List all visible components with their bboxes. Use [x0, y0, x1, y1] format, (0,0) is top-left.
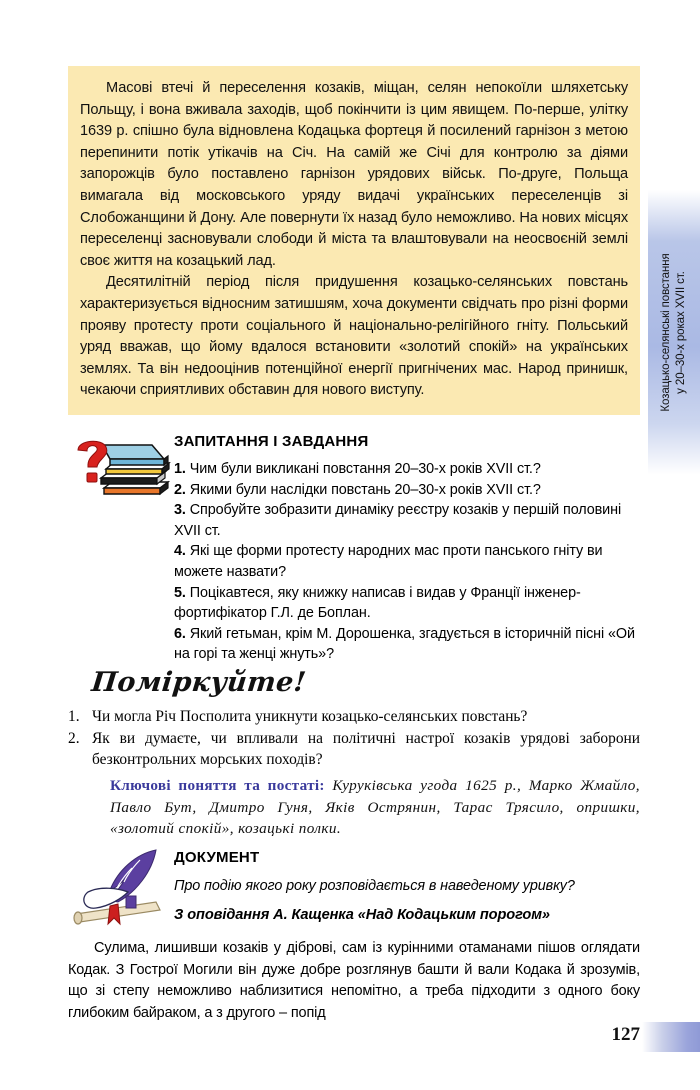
chapter-side-tab-text-wrap: [659, 253, 689, 411]
intro-text-box: [68, 66, 640, 415]
page-number: 127: [611, 1024, 640, 1045]
key-concepts-label: Ключові поняття та постаті:: [110, 777, 325, 794]
chapter-side-tab-inner: [648, 190, 700, 475]
question-item: [174, 500, 640, 541]
document-question: Про подію якого року розповідається в наведеному уривку?: [174, 878, 575, 894]
question-number: 2.: [174, 481, 186, 498]
intro-paragraph-1: Масові втечі й переселення козаків, міщан, селян непокоїли шляхетську Польщу, і вона вживала заходів, щоб покінчити із цим явищем. По-перше, улітку 1639 р. спішно була відновлена Кодацька фортеця й посилений гарнізон з метою перепинити потік утікачів на Січ. На самій же Січі для контролю за діями запорожців було поставлено гарнізон урядових військ. По-друге, Польща вимагала від московського уряду видачі українських переселенців зі Слобожанщини й Дону. Але повернути їх назад було неможливо. На нових місцях переселенці засновували слободи й міста та влаштовували на неосвоєній землі своє життя на козацький лад.: [80, 80, 628, 269]
document-body-text: Сулима, лишивши козаків у діброві, сам із курінними отаманами пішов оглядати Кодак. З Гострої Могили він дуже добре розглянув башти й вали Кодака й зрозумів, що зі степу неможливо наблизитися непомітно, а треба підходити з одного боку глибоким байраком, а з другого – попід: [68, 940, 640, 1021]
books-question-icon: [68, 436, 172, 500]
question-text: Спробуйте зобразити динаміку реєстру козаків у першій половині XVII ст.: [174, 502, 622, 539]
ponder-heading: Поміркуйте!: [90, 667, 308, 698]
question-item: [174, 541, 640, 582]
question-text: Які ще форми протесту народних мас проти панського гніту ви можете назвати?: [174, 543, 603, 580]
question-item: [174, 459, 640, 480]
chapter-side-tab: [648, 190, 700, 475]
question-number: 1.: [174, 461, 186, 477]
question-item: [174, 624, 640, 665]
questions-section: [68, 432, 640, 665]
question-number: 3.: [174, 502, 186, 519]
key-concepts-body: Куруківська угода 1625 р., Марко Жмайло, Павло Бут, Дмитро Гуня, Яків Острянин, Тарас Трясило, опришки, «золотий спокій», козацькі полки.: [110, 777, 640, 837]
quill-pen-icon: [70, 848, 174, 926]
key-concepts-text: [110, 775, 640, 840]
corner-decoration-block: [642, 1022, 700, 1052]
intro-paragraph-2: Десятилітній період після придушення козацько-селянських повстань характеризується відносним затишшям, хоча документи свідчать про різні форми прояву протесту проти соціального й національно-релігійного гніту. Польський уряд вважав, що йому вдалося встановити «золотий спокій» на українських землях. Та він недооцінив потенційної енергії пригнічених мас. Народ принишк, чекаючи сприятливих обставин для нового виступу.: [80, 274, 628, 399]
ponder-item: [68, 728, 640, 771]
question-item: [174, 583, 640, 624]
ponder-item: [68, 706, 640, 728]
question-text: Якими були наслідки повстань 20–30-х років XVII ст.?: [189, 481, 541, 498]
question-number: 4.: [174, 543, 186, 560]
ponder-number: 2.: [68, 729, 80, 747]
questions-list: [174, 459, 640, 665]
chapter-side-tab-line2: у 20–30-х роках XVII ст.: [675, 271, 687, 394]
ponder-text: Чи могла Річ Посполита уникнути козацько-селянських повстань?: [92, 708, 528, 725]
ponder-text: Як ви думаєте, чи впливали на політичні настрої козаків урядові заборони безконтрольних морських походів?: [92, 729, 640, 768]
document-source: З оповідання А. Кащенка «Над Кодацьким порогом»: [174, 907, 550, 923]
document-section: [68, 848, 640, 925]
chapter-side-tab-line1: Козацько-селянські повстання: [660, 253, 672, 412]
question-text: Чим були викликані повстання 20–30-х років XVII ст.?: [189, 461, 541, 477]
question-number: 6.: [174, 625, 186, 642]
ponder-number: 1.: [68, 708, 80, 725]
question-text: Поцікавтеся, яку книжку написав і видав у Франції інженер-фортифікатор Г.Л. де Боплан.: [174, 584, 581, 622]
document-heading: ДОКУМЕНТ: [174, 849, 260, 866]
question-item: [174, 480, 640, 501]
ponder-section: [68, 668, 640, 771]
question-number: 5.: [174, 584, 186, 601]
ponder-list: [68, 706, 640, 771]
question-text: Який гетьман, крім М. Дорошенка, згадується в історичній пісні «Ой на горі та женці жнуть»?: [174, 625, 635, 663]
key-concepts-section: [68, 775, 640, 840]
questions-heading: ЗАПИТАННЯ І ЗАВДАННЯ: [174, 433, 369, 450]
